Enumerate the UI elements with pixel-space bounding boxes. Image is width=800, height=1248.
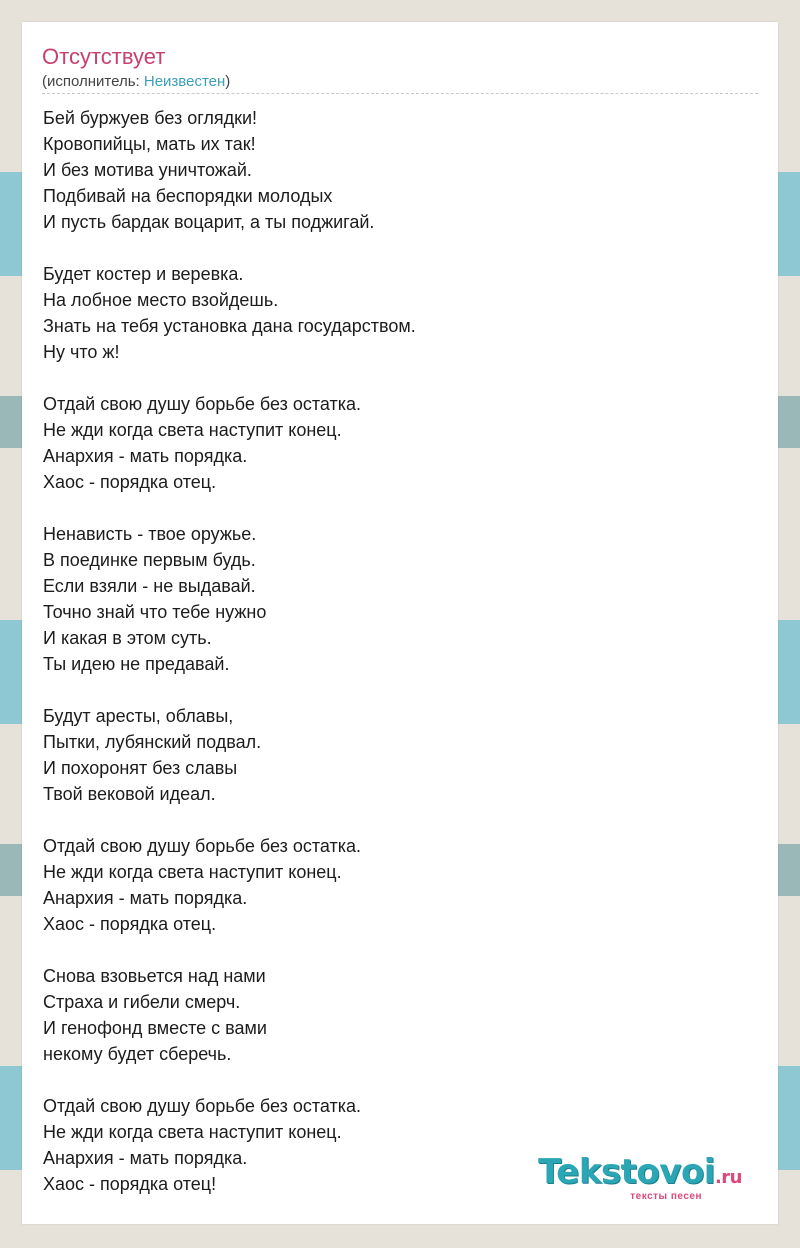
lyrics-line: Отдай свою душу борьбе без остатка. [43,1096,362,1116]
lyrics-line: Не жди когда света наступит конец. [43,1122,342,1142]
logo-tld: .ru [714,1167,742,1188]
site-logo[interactable] [538,1152,742,1202]
artist-suffix: ) [225,73,231,90]
artist-prefix: (исполнитель: [42,73,144,90]
lyrics-line: Страха и гибели смерч. [43,992,241,1012]
lyrics-line: Анархия - мать порядка. [43,888,248,908]
lyrics-line: И пусть бардак воцарит, а ты поджигай. [43,212,375,232]
lyrics-line: Отдай свою душу борьбе без остатка. [43,836,362,856]
lyrics-line: Не жди когда света наступит конец. [43,420,342,440]
lyrics-line: И генофонд вместе с вами [43,1018,267,1038]
lyrics-line: Хаос - порядка отец. [43,914,217,934]
lyrics-line: Кровопийцы, мать их так! [43,134,256,154]
lyrics-line: И похоронят без славы [43,758,238,778]
song-title: Отсутствует [42,44,166,69]
lyrics-line: Будут аресты, облавы, [43,706,234,726]
lyrics-line: В поединке первым будь. [43,550,256,570]
lyrics-line: Если взяли - не выдавай. [43,576,256,596]
lyrics-line: Точно знай что тебе нужно [43,602,267,622]
lyrics-line: Ты идею не предавай. [43,654,230,674]
lyrics-stanza [43,963,758,1067]
logo-main-text: Tekstovoi [538,1152,715,1192]
lyrics-line: Не жди когда света наступит конец. [43,862,342,882]
lyrics-line: Пытки, лубянский подвал. [43,732,262,752]
lyrics-line: На лобное место взойдешь. [43,290,279,310]
lyrics-line: Бей буржуев без оглядки! [43,108,258,128]
title-divider [42,93,758,94]
lyrics-line: Хаос - порядка отец! [43,1174,217,1194]
lyrics-line: Знать на тебя установка дана государством. [43,316,416,336]
lyrics-line: Будет костер и веревка. [43,264,244,284]
lyrics-line: Ну что ж! [43,342,120,362]
logo-subtitle: тексты песен [630,1191,702,1202]
lyrics-line: И какая в этом суть. [43,628,212,648]
lyrics-text [43,105,758,1223]
lyrics-line: И без мотива уничтожай. [43,160,252,180]
lyrics-stanza [43,391,758,495]
lyrics-line: Хаос - порядка отец. [43,472,217,492]
lyrics-line: некому будет сберечь. [43,1044,232,1064]
lyrics-stanza [43,703,758,807]
artist-link[interactable]: Неизвестен [143,73,226,90]
lyrics-line: Снова взовьется над нами [43,966,266,986]
lyrics-stanza [43,521,758,677]
lyrics-card [22,22,778,1224]
lyrics-line: Анархия - мать порядка. [43,1148,248,1168]
lyrics-line: Подбивай на беспорядки молодых [43,186,333,206]
lyrics-line: Ненависть - твое оружье. [43,524,257,544]
lyrics-stanza [43,105,758,235]
lyrics-stanza [43,833,758,937]
artist-line [42,73,230,91]
logo-wordmark [538,1152,742,1195]
lyrics-line: Твой вековой идеал. [43,784,216,804]
lyrics-line: Анархия - мать порядка. [43,446,248,466]
lyrics-stanza [43,261,758,365]
lyrics-line: Отдай свою душу борьбе без остатка. [43,394,362,414]
